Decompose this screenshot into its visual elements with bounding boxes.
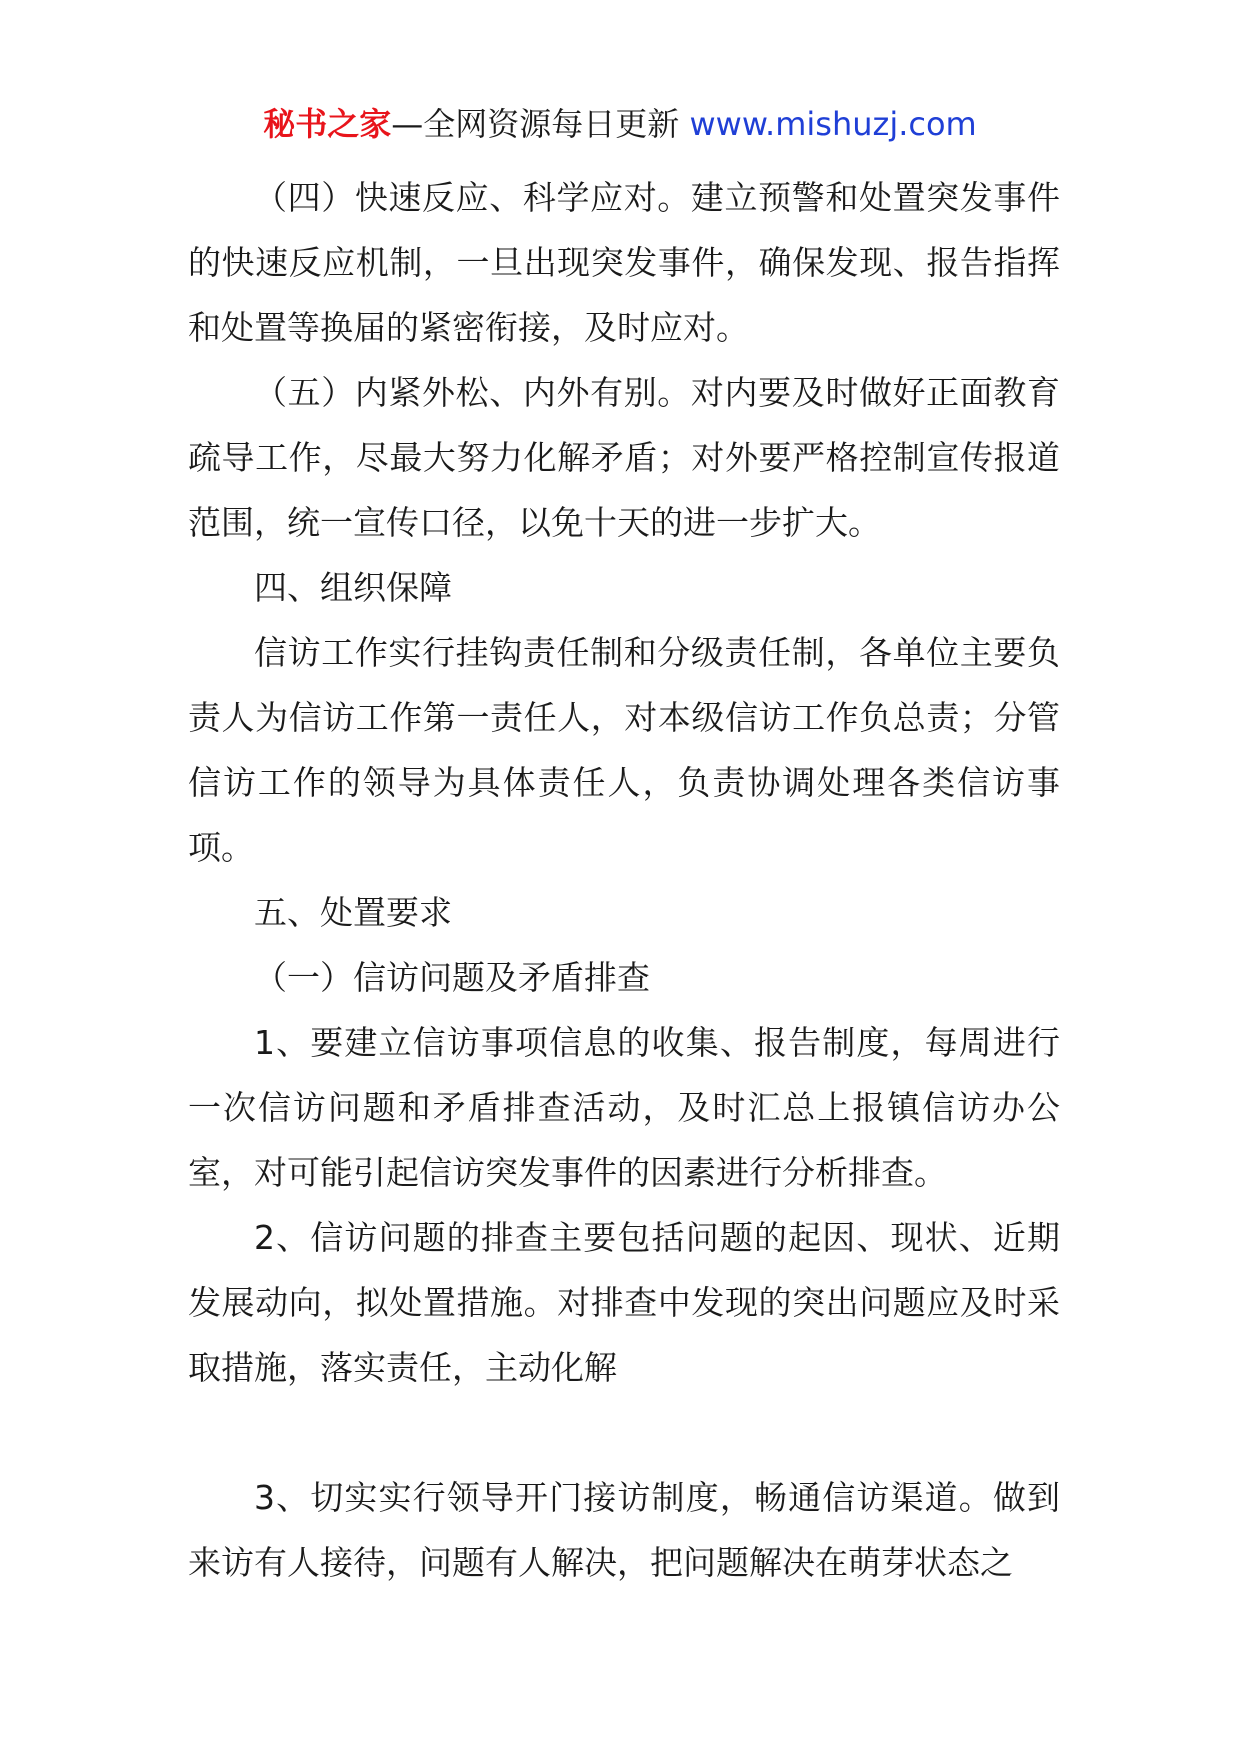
paragraph-quick-response: （四）快速反应、科学应对。建立预警和处置突发事件的快速反应机制，一旦出现突发事件，确保发现、报告指挥和处置等换届的紧密衔接，及时应对。 [188,178,1060,347]
blank-gap [188,1400,1060,1465]
section-heading-organization: 四、组织保障 [254,568,452,607]
header-tagline: —全网资源每日更新 [391,105,680,143]
subsection-heading-investigation: （一）信访问题及矛盾排查 [254,958,650,997]
section-heading-requirements: 五、处置要求 [254,893,452,932]
paragraph-item-3: 3、切实实行领导开门接访制度，畅通信访渠道。做到来访有人接待，问题有人解决，把问题解决在萌芽状态之 [188,1478,1060,1582]
site-header [0,100,1240,148]
brand-name: 秘书之家 [263,105,392,143]
document-body [188,165,1060,1595]
paragraph-item-1: 1、要建立信访事项信息的收集、报告制度，每周进行一次信访问题和矛盾排查活动，及时汇总上报镇信访办公室，对可能引起信访突发事件的因素进行分析排查。 [188,1023,1060,1192]
paragraph-internal-external: （五）内紧外松、内外有别。对内要及时做好正面教育疏导工作，尽最大努力化解矛盾；对外要严格控制宣传报道范围，统一宣传口径，以免十天的进一步扩大。 [188,373,1060,542]
paragraph-responsibility: 信访工作实行挂钩责任制和分级责任制，各单位主要负责人为信访工作第一责任人，对本级信访工作负总责；分管信访工作的领导为具体责任人，负责协调处理各类信访事项。 [188,633,1060,867]
paragraph-item-2: 2、信访问题的排查主要包括问题的起因、现状、近期发展动向，拟处置措施。对排查中发现的突出问题应及时采取措施，落实责任，主动化解 [188,1218,1060,1387]
site-url-link[interactable]: www.mishuzj.com [689,105,977,143]
